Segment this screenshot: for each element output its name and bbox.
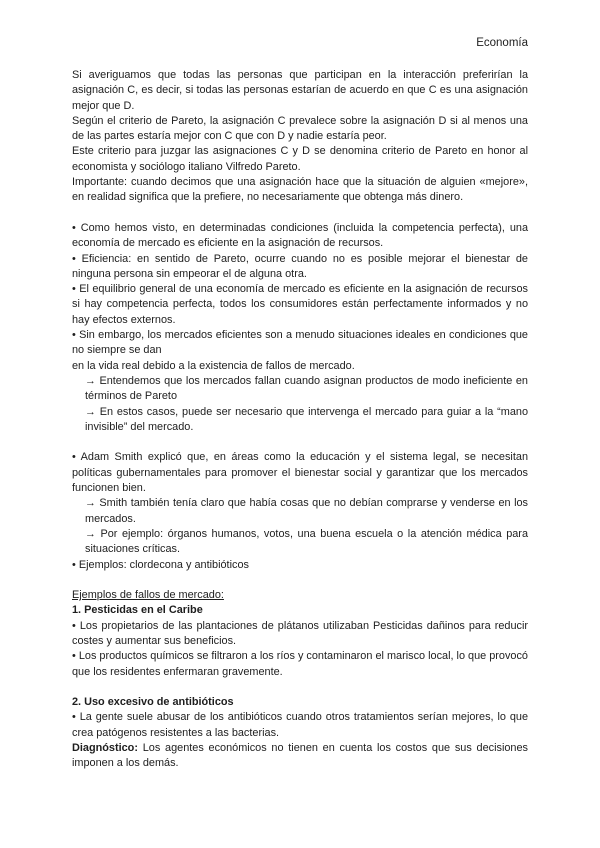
diagnosis-text: Los agentes económicos no tienen en cuenta los costos que sus decisiones imponen a los demás.	[72, 742, 528, 770]
section-title: Ejemplos de fallos de mercado:	[72, 589, 224, 602]
bullet-efficiency-4: • Sin embargo, los mercados eficientes son a menudo situaciones ideales en condiciones que no siempre se dan	[72, 329, 528, 357]
arrow-point-3: → Smith también tenía claro que había cosas que no debían comprarse y venderse en los mercados.	[85, 497, 528, 525]
arrow-point-1: → Entendemos que los mercados fallan cuando asignan productos de modo ineficiente en términos de Pareto	[85, 374, 528, 403]
bullet-efficiency-4-cont: en la vida real debido a la existencia de fallos de mercado.	[72, 359, 355, 372]
example-2-heading: 2. Uso excesivo de antibióticos	[72, 696, 234, 709]
arrow-point-2: → En estos casos, puede ser necesario que intervenga el mercado para guiar a la “mano invisible” del mercado.	[85, 405, 528, 433]
example-1-point-1: • Los propietarios de las plantaciones de plátanos utilizaban Pesticidas dañinos para reducir costes y aumentar sus beneficios.	[72, 619, 528, 647]
examples-line: • Ejemplos: clordecona y antibióticos	[72, 558, 249, 571]
diagnosis-paragraph	[72, 741, 528, 772]
example-2-point: • La gente suele abusar de los antibióticos cuando otros tratamientos serían mejores, lo que crea patógenos resistentes a las bacterias.	[72, 711, 528, 739]
intro-paragraph-2: Según el criterio de Pareto, la asignación C prevalece sobre la asignación D si al menos una de las partes estaría mejor con C que con D y nadie estaría peor.	[72, 114, 528, 143]
intro-paragraph-1: Si averiguamos que todas las personas que participan en la interacción preferirían la asignación C, es decir, si todas las personas estarían de acuerdo en que C es una asignación mejor que D.	[72, 69, 528, 112]
example-1-point-2: • Los productos químicos se filtraron a los ríos y contaminaron el marisco local, lo que provocó que los residentes enfermaran gravemente.	[72, 650, 528, 678]
bullet-efficiency-3: • El equilibrio general de una economía de mercado es eficiente en la asignación de recursos si hay competencia perfecta, todos los consumidores están perfectamente informados y no hay efectos externos.	[72, 283, 528, 326]
intro-paragraph-4: Importante: cuando decimos que una asignación hace que la situación de alguien «mejore», en realidad significa que la prefiere, no necesariamente que obtenga más dinero.	[72, 176, 528, 204]
intro-paragraph-3: Este criterio para juzgar las asignaciones C y D se denomina criterio de Pareto en honor al economista y sociólogo italiano Vilfredo Pareto.	[72, 145, 528, 173]
bullet-adam-smith: • Adam Smith explicó que, en áreas como la educación y el sistema legal, se necesitan políticas gubernamentales para promover el bienestar social y garantizar que los mercados funcionen bien.	[72, 451, 528, 495]
page-header-title: Economía	[476, 37, 528, 49]
diagnosis-label: Diagnóstico:	[72, 742, 138, 755]
arrow-point-4: → Por ejemplo: órganos humanos, votos, una buena escuela o la atención médica para situaciones críticas.	[85, 527, 528, 556]
bullet-efficiency-1: • Como hemos visto, en determinadas condiciones (incluida la competencia perfecta), una economía de mercado es eficiente en la asignación de recursos.	[72, 221, 528, 250]
example-1-heading: 1. Pesticidas en el Caribe	[72, 604, 203, 617]
document-body	[72, 68, 528, 772]
bullet-efficiency-2: • Eficiencia: en sentido de Pareto, ocurre cuando no es posible mejorar el bienestar de ninguna persona sin empeorar el de alguna otra.	[72, 252, 528, 280]
